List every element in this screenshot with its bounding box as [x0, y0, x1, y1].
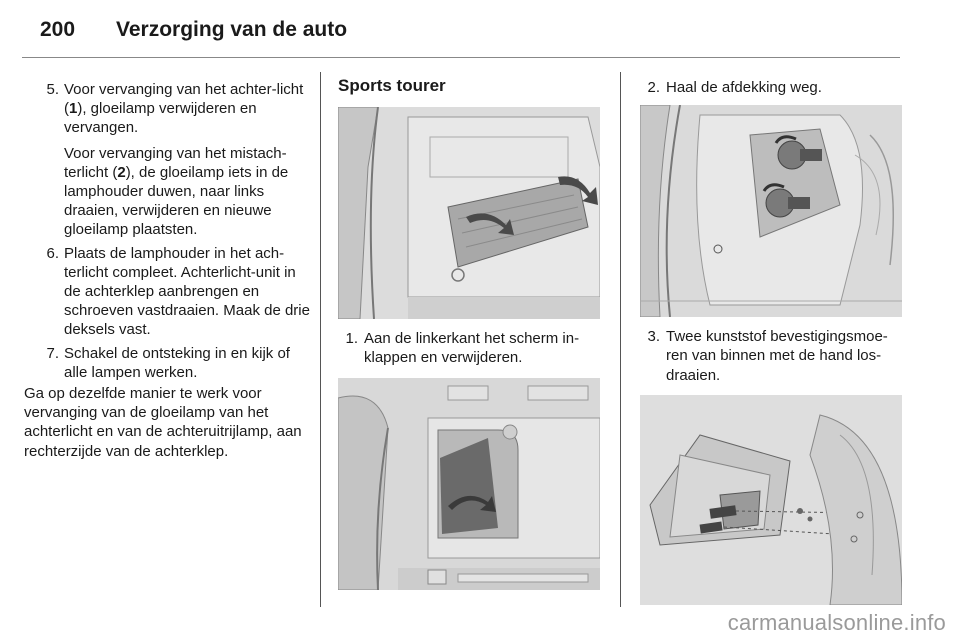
sub-text-part: Voor vervanging van het mistach-terlicht ( — [64, 144, 287, 181]
column-2 — [338, 74, 604, 590]
column-divider-2 — [620, 72, 621, 607]
step-text: Haal de afdekking weg. — [666, 79, 822, 96]
step-6 — [24, 244, 310, 340]
step-number: 7. — [46, 344, 59, 362]
column-3 — [640, 74, 904, 605]
step-5 — [24, 80, 310, 138]
step-text-part: ), gloeilamp verwijderen en vervangen. — [64, 100, 257, 137]
sub-ref-number: 2 — [117, 163, 126, 181]
step-number: 2. — [647, 79, 660, 96]
page-number: 200 — [40, 18, 76, 41]
column-divider-1 — [320, 72, 321, 607]
section-title: Sports tourer — [338, 76, 446, 95]
illustration-lamp-holders — [640, 105, 902, 317]
illustration-tail-light-unit — [640, 395, 902, 605]
watermark: carmanualsonline.info — [727, 610, 946, 635]
step-text: Twee kunststof bevestigingsmoe-ren van binnen met de hand los-draaien. — [666, 328, 888, 384]
lamp-holders-drawing — [640, 105, 902, 317]
caption-step-2 — [640, 78, 904, 97]
step-5-subparagraph — [64, 144, 310, 240]
trunk-panel-drawing — [338, 107, 600, 319]
step-ref-number: 1 — [69, 100, 78, 118]
step-text: Aan de linkerkant het scherm in-klappen en verwijderen. — [364, 330, 580, 367]
page-title: Verzorging van de auto — [116, 18, 348, 41]
page-header — [40, 18, 347, 48]
tail-light-drawing — [640, 395, 902, 605]
step-text: Schakel de ontsteking in en kijk of alle lampen werken. — [64, 344, 290, 381]
step-number: 3. — [647, 328, 660, 346]
step-number: 6. — [46, 244, 59, 262]
step-text: Plaats de lamphouder in het ach-terlicht compleet. Achterlicht-unit in de achterklep aanbrengen en schroeven vastdraaien. Maak de drie deksels vast. — [64, 244, 310, 339]
caption-step-3 — [640, 327, 904, 385]
step-number: 1. — [345, 330, 358, 348]
caption-step-1 — [338, 329, 604, 367]
sub-text-part: ), de gloeilamp iets in de lamphouder duwen, naar links draaien, verwijderen en nieuwe gloeilamp plaatsten. — [64, 163, 289, 239]
step-text — [64, 80, 310, 138]
illustration-trunk-panel — [338, 107, 600, 319]
illustration-cover-removed — [338, 378, 600, 590]
column-1 — [24, 80, 310, 461]
cover-removal-drawing — [338, 378, 600, 590]
body-paragraph: Ga op dezelfde manier te werk voor vervanging van de gloeilamp van het achterlicht en van de achteruitrijlamp, aan rechterzijde van de achterklep. — [24, 385, 302, 460]
header-rule — [22, 57, 900, 58]
step-number: 5. — [46, 81, 59, 98]
step-text-part: Voor vervanging van het achter-licht ( — [64, 81, 304, 118]
step-7 — [24, 344, 310, 382]
